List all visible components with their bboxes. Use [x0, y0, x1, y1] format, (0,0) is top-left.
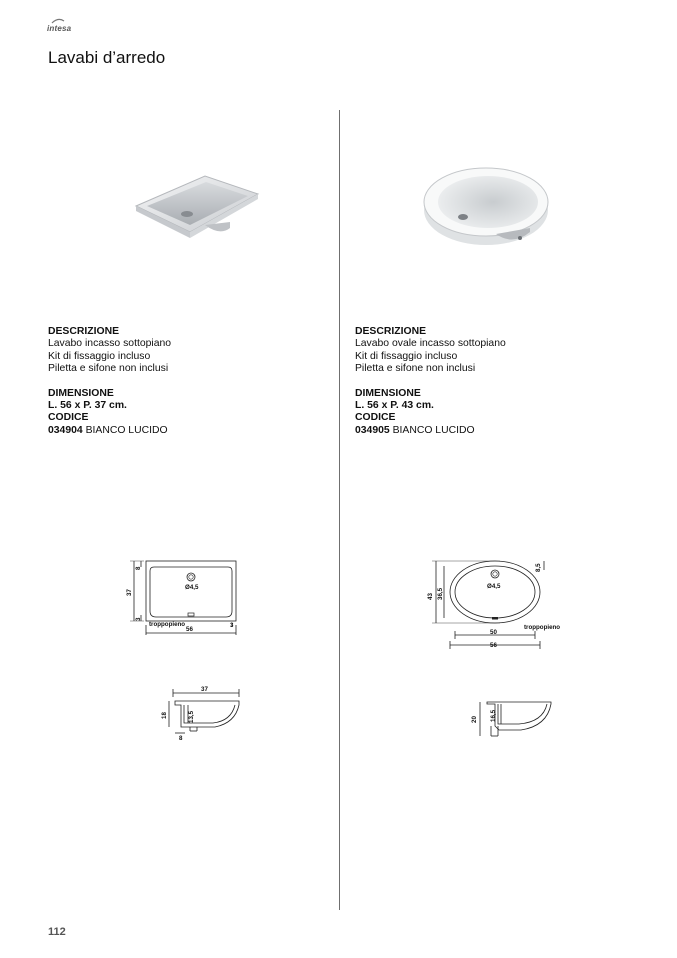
- product-photo-oval-basin: [418, 162, 553, 252]
- dimension-value: L. 56 x P. 37 cm.: [48, 400, 127, 412]
- description-line: Kit di fissaggio incluso: [355, 350, 458, 362]
- drain-label: Ø4,5: [185, 584, 199, 591]
- column-divider: [339, 110, 340, 910]
- side-offset-label: 8: [179, 735, 183, 742]
- brand-name: intesa: [47, 24, 72, 33]
- inner-width-label: 50: [490, 629, 497, 636]
- product-photo-rectangular-basin: [130, 170, 265, 245]
- product-code: 034904: [48, 424, 83, 436]
- code-line: [355, 425, 506, 437]
- rim-right-label: 3: [230, 622, 234, 629]
- dimension-label: DIMENSIONE: [355, 387, 421, 399]
- overflow-icon: [188, 613, 194, 616]
- description-line: Kit di fissaggio incluso: [48, 350, 151, 362]
- side-depth-label: 37: [201, 686, 208, 693]
- product-info-034905: [355, 326, 506, 437]
- width-label: 56: [490, 642, 497, 649]
- code-label: CODICE: [48, 412, 89, 424]
- description-label: DESCRIZIONE: [48, 326, 120, 337]
- depth-label: 43: [427, 593, 434, 600]
- description-line: Piletta e sifone non inclusi: [48, 363, 169, 375]
- depth-label: 37: [126, 589, 133, 596]
- description-label: DESCRIZIONE: [355, 326, 427, 337]
- overflow-icon: [492, 617, 498, 620]
- page-title: Lavabi d’arredo: [48, 48, 166, 67]
- technical-drawing-top-oval: [420, 555, 570, 655]
- product-finish: BIANCO LUCIDO: [82, 424, 168, 436]
- drain-icon: [187, 573, 195, 581]
- product-info-034904: [48, 326, 171, 437]
- overflow-label: troppopieno: [149, 621, 186, 628]
- drain-icon: [491, 570, 499, 578]
- page-number: 112: [48, 926, 66, 938]
- side-height-label: 20: [471, 716, 478, 723]
- logo-swoosh-icon: [51, 18, 65, 24]
- overflow-label: troppopieno: [524, 624, 561, 631]
- dimension-value: L. 56 x P. 43 cm.: [355, 400, 434, 412]
- dimension-label: DIMENSIONE: [48, 387, 114, 399]
- brand-logo: [47, 24, 71, 33]
- code-label: CODICE: [355, 412, 396, 424]
- code-line: [48, 425, 171, 437]
- width-label: 56: [186, 626, 193, 633]
- product-code: 034905: [355, 424, 390, 436]
- side-inner-height-label: 13,5: [188, 710, 195, 723]
- rim-top-label: 8: [135, 566, 142, 570]
- side-inner-height-label: 16,5: [490, 709, 497, 722]
- side-height-label: 18: [161, 712, 168, 719]
- rim-label: 8,5: [535, 563, 542, 572]
- description-line: Piletta e sifone non inclusi: [355, 363, 476, 375]
- description-line: Lavabo ovale incasso sottopiano: [355, 338, 506, 350]
- drain-label: Ø4,5: [487, 583, 501, 590]
- technical-drawing-side-rectangular: [155, 683, 250, 743]
- technical-drawing-top-rectangular: [120, 555, 250, 670]
- description-line: Lavabo incasso sottopiano: [48, 338, 172, 350]
- rim-bottom-label: 3: [135, 617, 142, 621]
- product-finish: BIANCO LUCIDO: [389, 424, 475, 436]
- technical-drawing-side-oval: [465, 690, 560, 745]
- inner-depth-label: 36,5: [437, 587, 444, 600]
